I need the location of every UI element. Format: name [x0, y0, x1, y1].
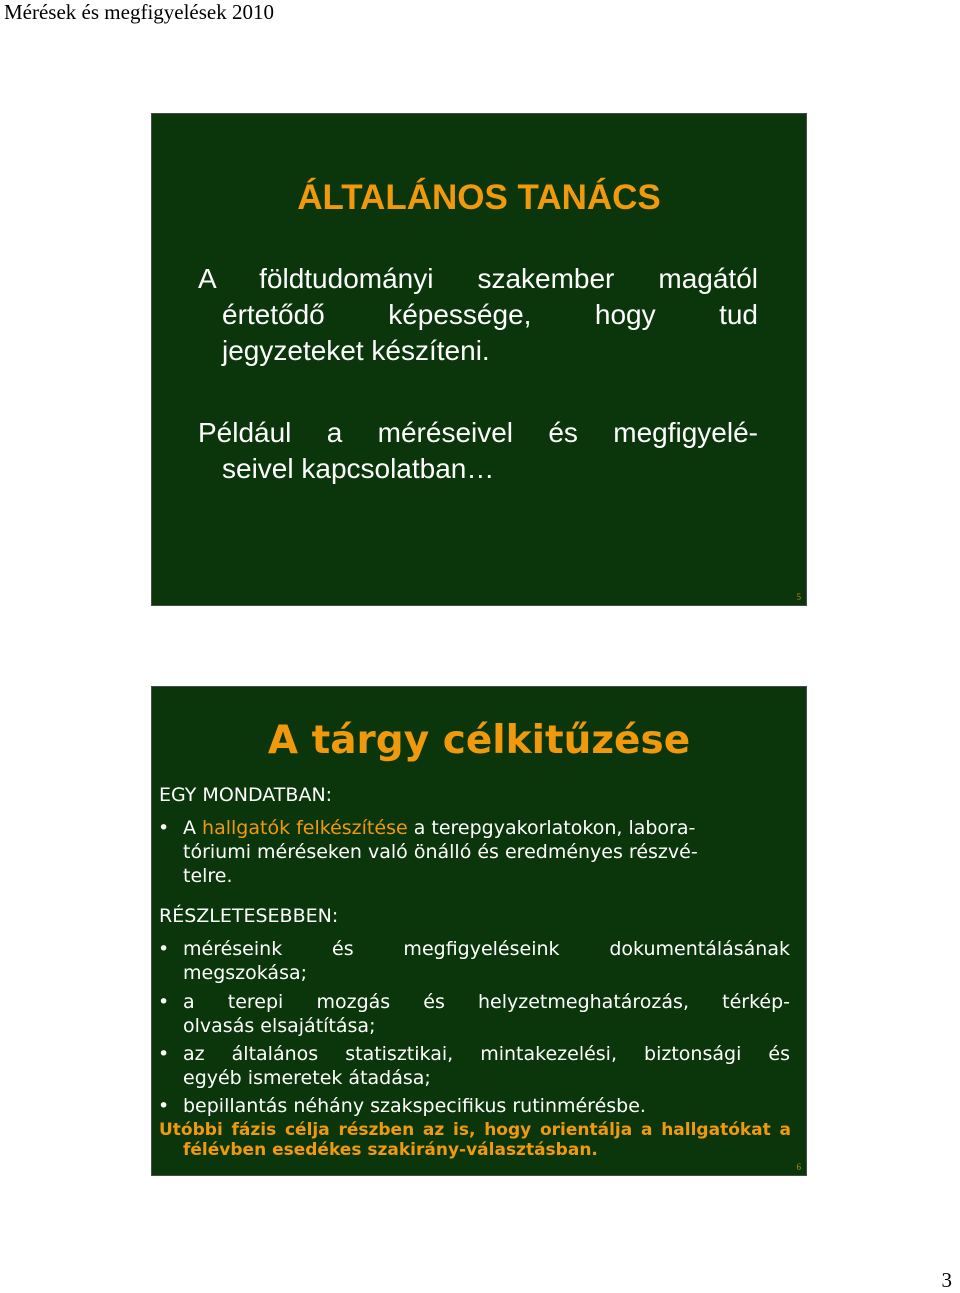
slide-number: 5: [796, 592, 801, 602]
paragraph-line: értetődő képessége, hogy tud: [222, 299, 758, 330]
paragraph-line: Például a méréseivel és megfigyelé-: [198, 417, 758, 448]
bullet-line: [183, 816, 790, 840]
bullet-line: a terepi mozgás és helyzetmeghatározás, térkép-: [183, 991, 790, 1013]
bullet-item: [158, 937, 790, 985]
bullet-line: az általános statisztikai, mintakezelési, biztonsági és: [183, 1043, 790, 1065]
paragraph-1: [198, 261, 758, 369]
bullet-icon: •: [158, 1043, 170, 1065]
bullet-line: bepillantás néhány szakspecifikus rutinmérésbe.: [183, 1095, 646, 1117]
slide-title: A tárgy célkitűzése: [267, 718, 691, 763]
footer-note: [159, 1120, 791, 1160]
highlight-text: hallgatók felkészítése: [202, 817, 408, 839]
slide-title: ÁLTALÁNOS TANÁCS: [297, 178, 661, 217]
bullet-line: egyéb ismeretek átadása;: [183, 1067, 431, 1089]
section-label: RÉSZLETESEBBEN:: [159, 905, 339, 927]
bullet-item: [158, 1042, 790, 1090]
bullet-line: telre.: [183, 865, 233, 887]
section-label: EGY MONDATBAN:: [159, 784, 333, 806]
bullet-line: megszokása;: [183, 962, 308, 984]
footer-line: félévben esedékes szakirány-választásban.: [183, 1140, 598, 1160]
bullet-icon: •: [158, 1095, 170, 1117]
footer-line: Utóbbi fázis célja részben az is, hogy orientálja a hallgatókat a: [159, 1120, 791, 1140]
bullet-line: tóriumi méréseken való önálló és eredményes részvé-: [183, 841, 698, 863]
bullet-text: a terepgyakorlatokon, labora-: [407, 817, 696, 839]
bullet-item: [158, 1094, 790, 1118]
page-number: 3: [941, 1268, 952, 1292]
paragraph-2: [198, 415, 758, 487]
paragraph-line: seivel kapcsolatban…: [222, 453, 495, 484]
document-header: Mérések és megfigyelések 2010: [4, 0, 274, 24]
bullet-text: A: [183, 817, 203, 839]
bullet-line: méréseink és megfigyeléseink dokumentálásának: [183, 938, 790, 960]
bullet-line: olvasás elsajátítása;: [183, 1015, 376, 1037]
bullet-icon: •: [158, 938, 170, 960]
paragraph-line: A földtudományi szakember magától: [198, 263, 758, 294]
bullet-icon: •: [158, 991, 170, 1013]
bullet-icon: •: [158, 817, 170, 839]
slide-6: [151, 686, 807, 1176]
slide-number: 6: [796, 1162, 801, 1172]
slide-5: [151, 113, 807, 606]
bullet-item: [158, 816, 790, 888]
paragraph-line: jegyzeteket készíteni.: [222, 335, 490, 366]
bullet-item: [158, 990, 790, 1038]
